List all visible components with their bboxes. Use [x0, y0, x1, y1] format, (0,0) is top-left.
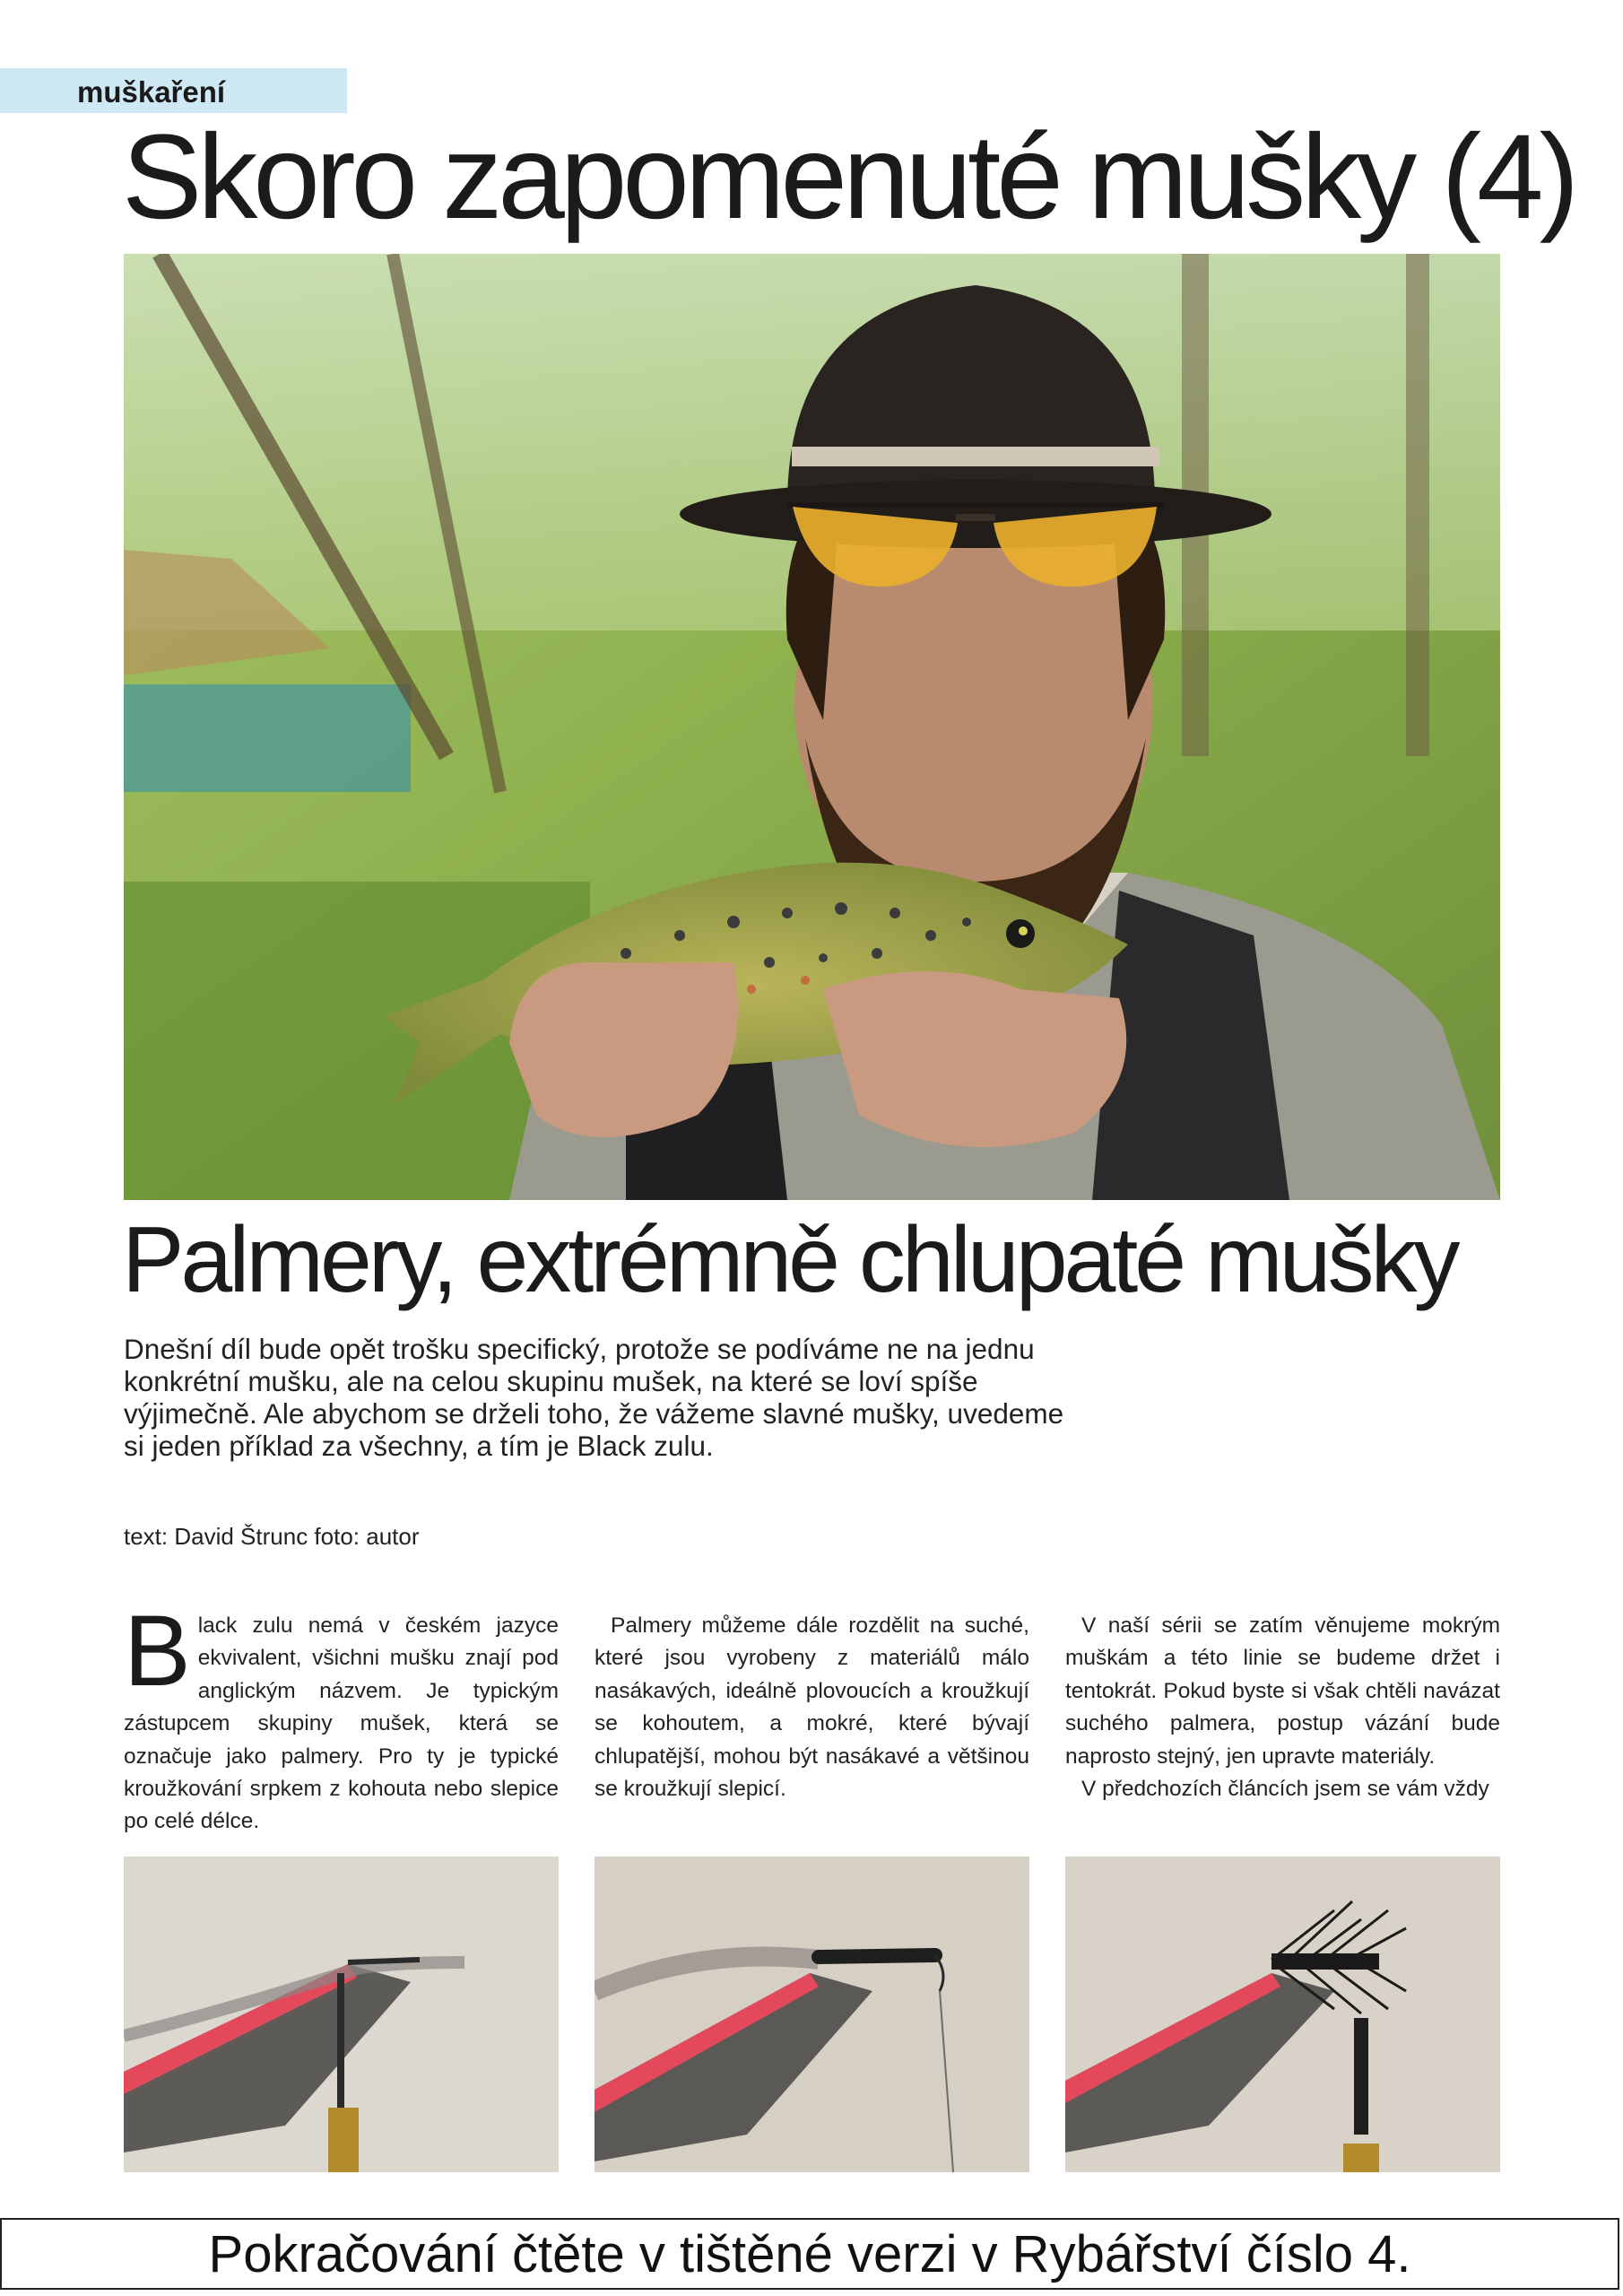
column-2-paragraph: Palmery můžeme dále rozdělit na suché, které jsou vyrobeny z materiálů málo nasákavých, ideálně plovoucích a kroužkují se kohoutem, a mokré, které bývají chlupatější, mohou být nasákavé a většinou se kroužkují slepicí.	[595, 1613, 1029, 1802]
fly-tying-step-1-illustration	[124, 1857, 559, 2172]
column-1-text: lack zulu nemá v českém jazyce ekvivalent, všichni mušku znají pod anglickým názvem. Je typickým zástupcem skupiny mušek, která se označuje jako palmery. Pro ty je typické kroužkování srpkem z kohouta nebo slepice po celé délce.	[124, 1613, 559, 1834]
hero-photo	[124, 254, 1500, 1200]
drop-cap: B	[124, 1595, 191, 1707]
fly-tying-photo-2	[595, 1857, 1029, 2172]
text-column-3	[1065, 1610, 1500, 1805]
fly-tying-step-3-illustration	[1065, 1857, 1500, 2172]
fly-tying-step-2-illustration	[595, 1857, 1029, 2172]
continuation-text: Pokračování čtěte v tištěné verzi v Rybářství číslo 4.	[208, 2225, 1411, 2283]
fly-tying-photo-3	[1065, 1857, 1500, 2172]
article-byline: text: David Štrunc foto: autor	[124, 1523, 420, 1550]
column-3-paragraph-2: V předchozích článcích jsem se vám vždy	[1081, 1777, 1489, 1802]
angler-with-trout-illustration	[124, 254, 1500, 1200]
article-lead: Dnešní díl bude opět trošku specifický, protože se podíváme ne na jednu konkrétní mušku, ale na celou skupinu mušek, na které se loví spíše výjimečně. Ale abychom se drželi toho, že vážeme slavné mušky, uvedeme si jeden příklad za všechny, a tím je Black zulu.	[124, 1333, 1064, 1462]
column-3-paragraph-1: V naší sérii se zatím věnujeme mokrým muškám a této linie se budeme držet i tentokrát. Pokud byste si však chtěli navázat suchého palmera, postup vázání bude naprosto stejný, jen upravte materiály.	[1065, 1613, 1500, 1769]
article-title: Skoro zapomenuté mušky (4)	[122, 110, 1575, 244]
section-label: muškaření	[77, 75, 226, 109]
fly-tying-photo-1	[124, 1857, 559, 2172]
text-column-1	[124, 1595, 559, 1839]
article-subtitle: Palmery, extrémně chlupaté mušky	[122, 1208, 1457, 1312]
text-column-2	[595, 1610, 1029, 1805]
column-1-paragraph	[124, 1595, 559, 1839]
continuation-notice	[0, 2218, 1619, 2290]
